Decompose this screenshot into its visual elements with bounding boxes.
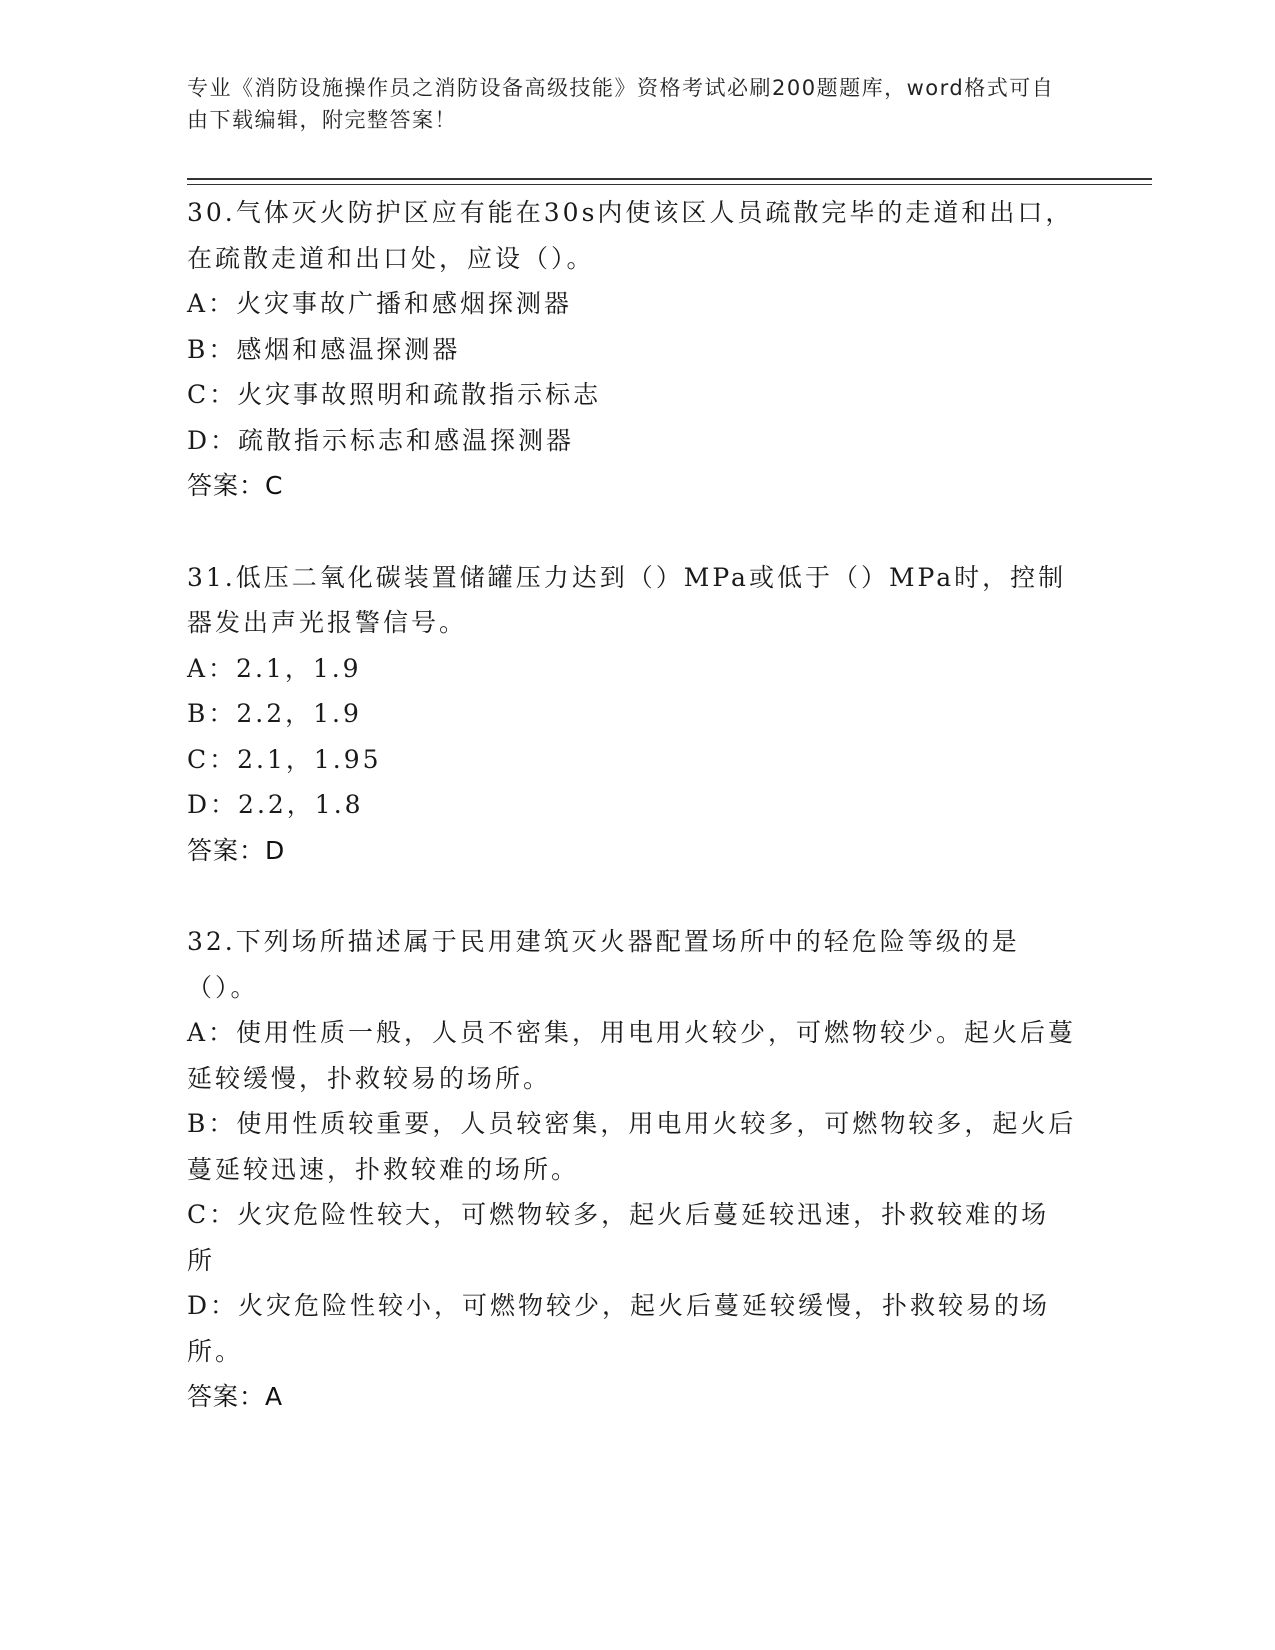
- question-32: [187, 919, 1077, 1420]
- question-30: [187, 190, 1077, 509]
- option-c: C：2.1，1.95: [187, 744, 382, 774]
- question-text: 31.低压二氧化碳装置储罐压力达到（）MPa或低于（）MPa时，控制器发出声光报警信号。: [187, 562, 1067, 637]
- option-d: D：火灾危险性较小，可燃物较少，起火后蔓延较缓慢，扑救较易的场所。: [187, 1291, 1051, 1366]
- option-a: A：2.1，1.9: [187, 653, 362, 683]
- answer-label: 答案：A: [187, 1382, 284, 1411]
- option-b: B：2.2，1.9: [187, 699, 362, 728]
- question-list: [187, 190, 1077, 1466]
- option-a: A：使用性质一般，人员不密集，用电用火较少，可燃物较少。起火后蔓延较缓慢，扑救较易的场所。: [187, 1018, 1077, 1093]
- option-a: A：火灾事故广播和感烟探测器: [187, 289, 573, 318]
- question-text: 30.气体灭火防护区应有能在30s内使该区人员疏散完毕的走道和出口，在疏散走道和出口处，应设（）。: [187, 198, 1074, 273]
- answer-label: 答案：C: [187, 471, 284, 500]
- answer-label: 答案：D: [187, 835, 286, 865]
- document-header: [187, 72, 1067, 136]
- option-b: B：使用性质较重要，人员较密集，用电用火较多，可燃物较多，起火后蔓延较迅速，扑救较难的场所。: [187, 1109, 1077, 1184]
- header-text: 专业《消防设施操作员之消防设备高级技能》资格考试必刷200题题库，word格式可自由下载编辑，附完整答案！: [187, 76, 1055, 132]
- option-b: B：感烟和感温探测器: [187, 334, 461, 364]
- header-divider-thick: [187, 178, 1152, 180]
- question-31: [187, 555, 1077, 874]
- question-text: 32.下列场所描述属于民用建筑灭火器配置场所中的轻危险等级的是（）。: [187, 927, 1020, 1002]
- header-divider-thin: [187, 184, 1152, 185]
- option-d: D：疏散指示标志和感温探测器: [187, 425, 575, 455]
- option-d: D：2.2，1.8: [187, 790, 364, 819]
- option-c: C：火灾事故照明和疏散指示标志: [187, 380, 602, 409]
- option-c: C：火灾危险性较大，可燃物较多，起火后蔓延较迅速，扑救较难的场所: [187, 1200, 1050, 1275]
